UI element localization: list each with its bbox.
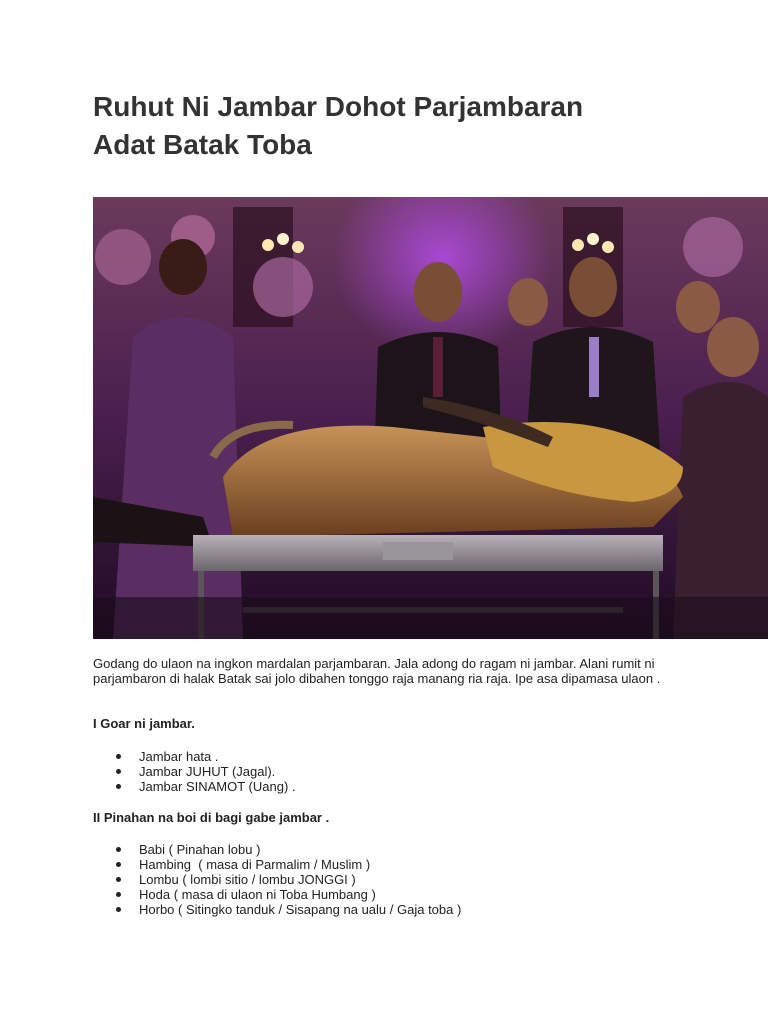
list-item-text: Babi ( Pinahan lobu ) — [139, 842, 261, 857]
ceremony-photo — [93, 197, 768, 639]
bullet-icon — [116, 907, 121, 912]
list-item-text: Hoda ( masa di ulaon ni Toba Humbang ) — [139, 887, 376, 902]
section-2-heading: II Pinahan na boi di bagi gabe jambar . — [93, 810, 330, 825]
bullet-icon — [116, 877, 121, 882]
list-item — [93, 842, 461, 857]
bullet-icon — [116, 754, 121, 759]
bullet-icon — [116, 892, 121, 897]
list-item — [93, 902, 461, 917]
list-item — [93, 749, 296, 764]
section-2-list — [93, 842, 461, 917]
list-item-text: Hambing ( masa di Parmalim / Muslim ) — [139, 857, 371, 872]
bullet-icon — [116, 862, 121, 867]
section-1-heading: I Goar ni jambar. — [93, 716, 195, 731]
page-title-line-1: Ruhut Ni Jambar Dohot Parjambaran — [93, 91, 584, 122]
intro-paragraph: Godang do ulaon na ingkon mardalan parjambaran. Jala adong do ragam ni jambar. Alani rumit ni parjambaron di halak Batak sai jolo dibahen tonggo raja manang ria raja. Ipe asa dipamasa ulaon . — [93, 656, 661, 686]
list-item — [93, 857, 461, 872]
list-item — [93, 779, 296, 794]
list-item — [93, 887, 461, 902]
bullet-icon — [116, 769, 121, 774]
list-item-text: Horbo ( Sitingko tanduk / Sisapang na ualu / Gaja toba ) — [139, 902, 462, 917]
list-item-text: Jambar JUHUT (Jagal). — [139, 764, 276, 779]
list-item-text: Lombu ( lombi sitio / lombu JONGGI ) — [139, 872, 356, 887]
list-item — [93, 764, 296, 779]
list-item — [93, 872, 461, 887]
list-item-text: Jambar SINAMOT (Uang) . — [139, 779, 296, 794]
page-title — [93, 88, 713, 164]
section-1-list — [93, 749, 296, 794]
list-item-text: Jambar hata . — [139, 749, 219, 764]
bullet-icon — [116, 847, 121, 852]
bullet-icon — [116, 784, 121, 789]
page-title-line-2: Adat Batak Toba — [93, 129, 312, 160]
ceremony-photo-illustration — [93, 197, 768, 639]
